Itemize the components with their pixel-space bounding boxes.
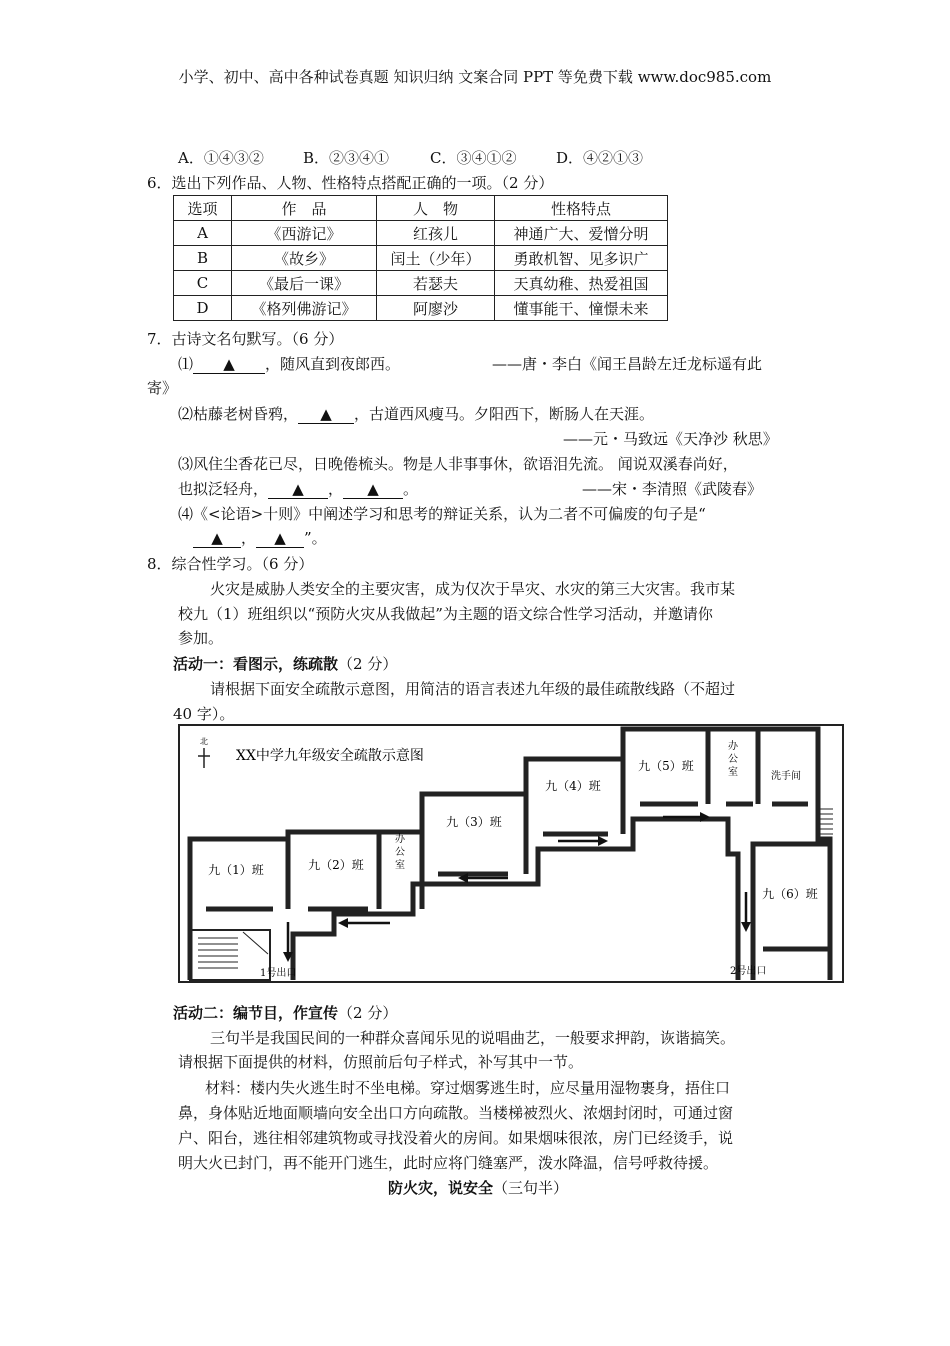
table-cell: 《故乡》 bbox=[232, 246, 377, 271]
material-line-3: 户、阳台，逃往相邻建筑物或寻找没着火的房间。如果烟味很浓，房门已经烫手，说 bbox=[178, 1129, 734, 1147]
q7-line-1-source: ——唐・李白《闻王昌龄左迁龙标遥有此 bbox=[492, 355, 763, 373]
table-row bbox=[174, 296, 668, 321]
table-cell: 懂事能干、憧憬未来 bbox=[495, 296, 668, 321]
table-cell: 红孩儿 bbox=[377, 221, 495, 246]
table-cell: 天真幼稚、热爱祖国 bbox=[495, 271, 668, 296]
activity-1-text-1: 请根据下面安全疏散示意图，用简洁的语言表述九年级的最佳疏散线路（不超过 bbox=[210, 680, 736, 698]
office-1-char: 室 bbox=[395, 860, 405, 871]
answer-blank[interactable]: ▲ bbox=[298, 405, 354, 424]
room-label-9-5: 九（5）班 bbox=[638, 759, 694, 773]
office-1-char: 办 bbox=[395, 834, 405, 845]
table-row bbox=[174, 221, 668, 246]
table-cell: A bbox=[174, 221, 232, 246]
table-cell: 《格列佛游记》 bbox=[232, 296, 377, 321]
table-header-row bbox=[174, 196, 668, 221]
q7-line-2-text: ，古道西风瘦马。夕阳西下，断肠人在天涯。 bbox=[354, 405, 655, 423]
piece-title-line bbox=[388, 1177, 568, 1198]
table-cell: C bbox=[174, 271, 232, 296]
q7-line-3a: ⑶风住尘香花已尽，日晚倦梳头。物是人非事事休，欲语泪先流。 闻说双溪春尚好， bbox=[178, 455, 738, 473]
table-row bbox=[174, 246, 668, 271]
office-2-char: 公 bbox=[728, 754, 738, 765]
room-label-9-1: 九（1）班 bbox=[208, 863, 264, 877]
activity-2-text-2: 请根据下面提供的材料，仿照前后句子样式，补写其中一节。 bbox=[178, 1053, 584, 1071]
q7-line-1 bbox=[178, 353, 400, 374]
table-header: 性格特点 bbox=[495, 196, 668, 221]
room-label-9-6: 九（6）班 bbox=[762, 887, 818, 901]
table-cell: D bbox=[174, 296, 232, 321]
q5-option-c: C．③④①② bbox=[430, 149, 517, 167]
exit-1-label: 1号出口 bbox=[260, 968, 297, 979]
activity-2-heading bbox=[173, 1002, 397, 1023]
exit-2-label: 2号出口 bbox=[730, 966, 767, 977]
q7-line-4a: ⑷《<论语>十则》中阐述学习和思考的辩证关系，认为二者不可偏废的句子是“ bbox=[178, 505, 706, 523]
table-cell: 闰土（少年） bbox=[377, 246, 495, 271]
activity-1-title: 活动一：看图示，练疏散 bbox=[173, 655, 339, 673]
north-label: 北 bbox=[200, 737, 208, 746]
q7-line-1-prefix: ⑴ bbox=[178, 355, 194, 373]
q7-line-4b-end: ”。 bbox=[304, 529, 327, 547]
q5-option-b: B．②③④① bbox=[303, 149, 390, 167]
room-label-9-4: 九（4）班 bbox=[545, 779, 601, 793]
q7-line-4b-sep: ， bbox=[241, 529, 257, 547]
table-header: 作 品 bbox=[232, 196, 377, 221]
q8-intro-1: 火灾是威胁人类安全的主要灾害，成为仅次于旱灾、水灾的第三大灾害。我市某 bbox=[210, 580, 736, 598]
room-label-washroom: 洗手间 bbox=[771, 771, 801, 782]
q7-line-3b-sep: ， bbox=[328, 480, 344, 498]
piece-title: 防火灾，说安全 bbox=[388, 1179, 494, 1197]
q7-line-3b-end: 。 bbox=[403, 480, 419, 498]
q6-stem: 6．选出下列作品、人物、性格特点搭配正确的一项。（2 分） bbox=[147, 174, 554, 192]
room-label-9-3: 九（3）班 bbox=[446, 815, 502, 829]
q7-line-2-prefix: ⑵枯藤老树昏鸦， bbox=[178, 405, 299, 423]
table-cell: 神通广大、爱憎分明 bbox=[495, 221, 668, 246]
piece-subtitle: （三句半） bbox=[493, 1179, 569, 1197]
activity-1-heading bbox=[173, 653, 397, 674]
q8-stem: 8．综合性学习。（6 分） bbox=[147, 555, 314, 573]
table-cell: 若瑟夫 bbox=[377, 271, 495, 296]
q7-line-3-source: ——宋・李清照《武陵春》 bbox=[582, 480, 763, 498]
table-cell: 《最后一课》 bbox=[232, 271, 377, 296]
activity-1-score: （2 分） bbox=[338, 655, 398, 673]
q7-line-3b bbox=[178, 478, 418, 499]
table-row bbox=[174, 271, 668, 296]
page-header: 小学、初中、高中各种试卷真题 知识归纳 文案合同 PPT 等免费下载 www.doc985.com bbox=[178, 68, 772, 86]
q5-option-a: A．①④③② bbox=[178, 149, 264, 167]
table-header: 人 物 bbox=[377, 196, 495, 221]
room-label-9-2: 九（2）班 bbox=[308, 858, 364, 872]
map-title: XX中学九年级安全疏散示意图 bbox=[236, 748, 424, 764]
office-2-char: 办 bbox=[728, 741, 738, 752]
q7-line-2 bbox=[178, 403, 654, 424]
evacuation-map bbox=[178, 724, 844, 984]
office-1-char: 公 bbox=[395, 847, 405, 858]
q7-stem: 7．古诗文名句默写。（6 分） bbox=[147, 330, 344, 348]
q7-line-1-source-cont: 寄》 bbox=[147, 379, 178, 397]
table-header: 选项 bbox=[174, 196, 232, 221]
q6-table bbox=[173, 195, 668, 321]
q7-line-1-text: ，随风直到夜郎西。 bbox=[265, 355, 401, 373]
answer-blank[interactable]: ▲ bbox=[343, 480, 403, 499]
activity-2-score: （2 分） bbox=[338, 1004, 398, 1022]
q7-line-3b-prefix: 也拟泛轻舟， bbox=[178, 480, 269, 498]
table-cell: 阿廖沙 bbox=[377, 296, 495, 321]
material-line-2: 鼻，身体贴近地面顺墙向安全出口方向疏散。当楼梯被烈火、浓烟封闭时，可通过窗 bbox=[178, 1104, 734, 1122]
q5-option-d: D．④②①③ bbox=[556, 149, 644, 167]
activity-2-text-1: 三句半是我国民间的一种群众喜闻乐见的说唱曲艺，一般要求押韵，诙谐搞笑。 bbox=[210, 1029, 736, 1047]
answer-blank[interactable]: ▲ bbox=[268, 480, 328, 499]
room-label-office-2 bbox=[728, 739, 739, 778]
q8-intro-2: 校九（1）班组织以“预防火灾从我做起”为主题的语文综合性学习活动，并邀请你 bbox=[178, 605, 713, 623]
material-line-4: 明大火已封门，再不能开门逃生，此时应将门缝塞严，泼水降温，信号呼救待援。 bbox=[178, 1154, 719, 1172]
room-label-office-1 bbox=[395, 832, 406, 871]
table-cell: 《西游记》 bbox=[232, 221, 377, 246]
answer-blank[interactable]: ▲ bbox=[193, 355, 265, 374]
activity-1-text-2: 40 字）。 bbox=[173, 705, 235, 723]
answer-blank[interactable]: ▲ bbox=[193, 529, 241, 548]
table-cell: B bbox=[174, 246, 232, 271]
answer-blank[interactable]: ▲ bbox=[256, 529, 304, 548]
office-2-char: 室 bbox=[728, 767, 738, 778]
q7-line-4b bbox=[193, 527, 327, 548]
q7-line-2-source: ——元・马致远《天净沙 秋思》 bbox=[563, 430, 778, 448]
q8-intro-3: 参加。 bbox=[178, 629, 224, 647]
activity-2-title: 活动二：编节目，作宣传 bbox=[173, 1004, 339, 1022]
material-line-1: 材料：楼内失火逃生时不坐电梯。穿过烟雾逃生时，应尽量用湿物裹身，捂住口 bbox=[205, 1079, 731, 1097]
table-cell: 勇敢机智、见多识广 bbox=[495, 246, 668, 271]
